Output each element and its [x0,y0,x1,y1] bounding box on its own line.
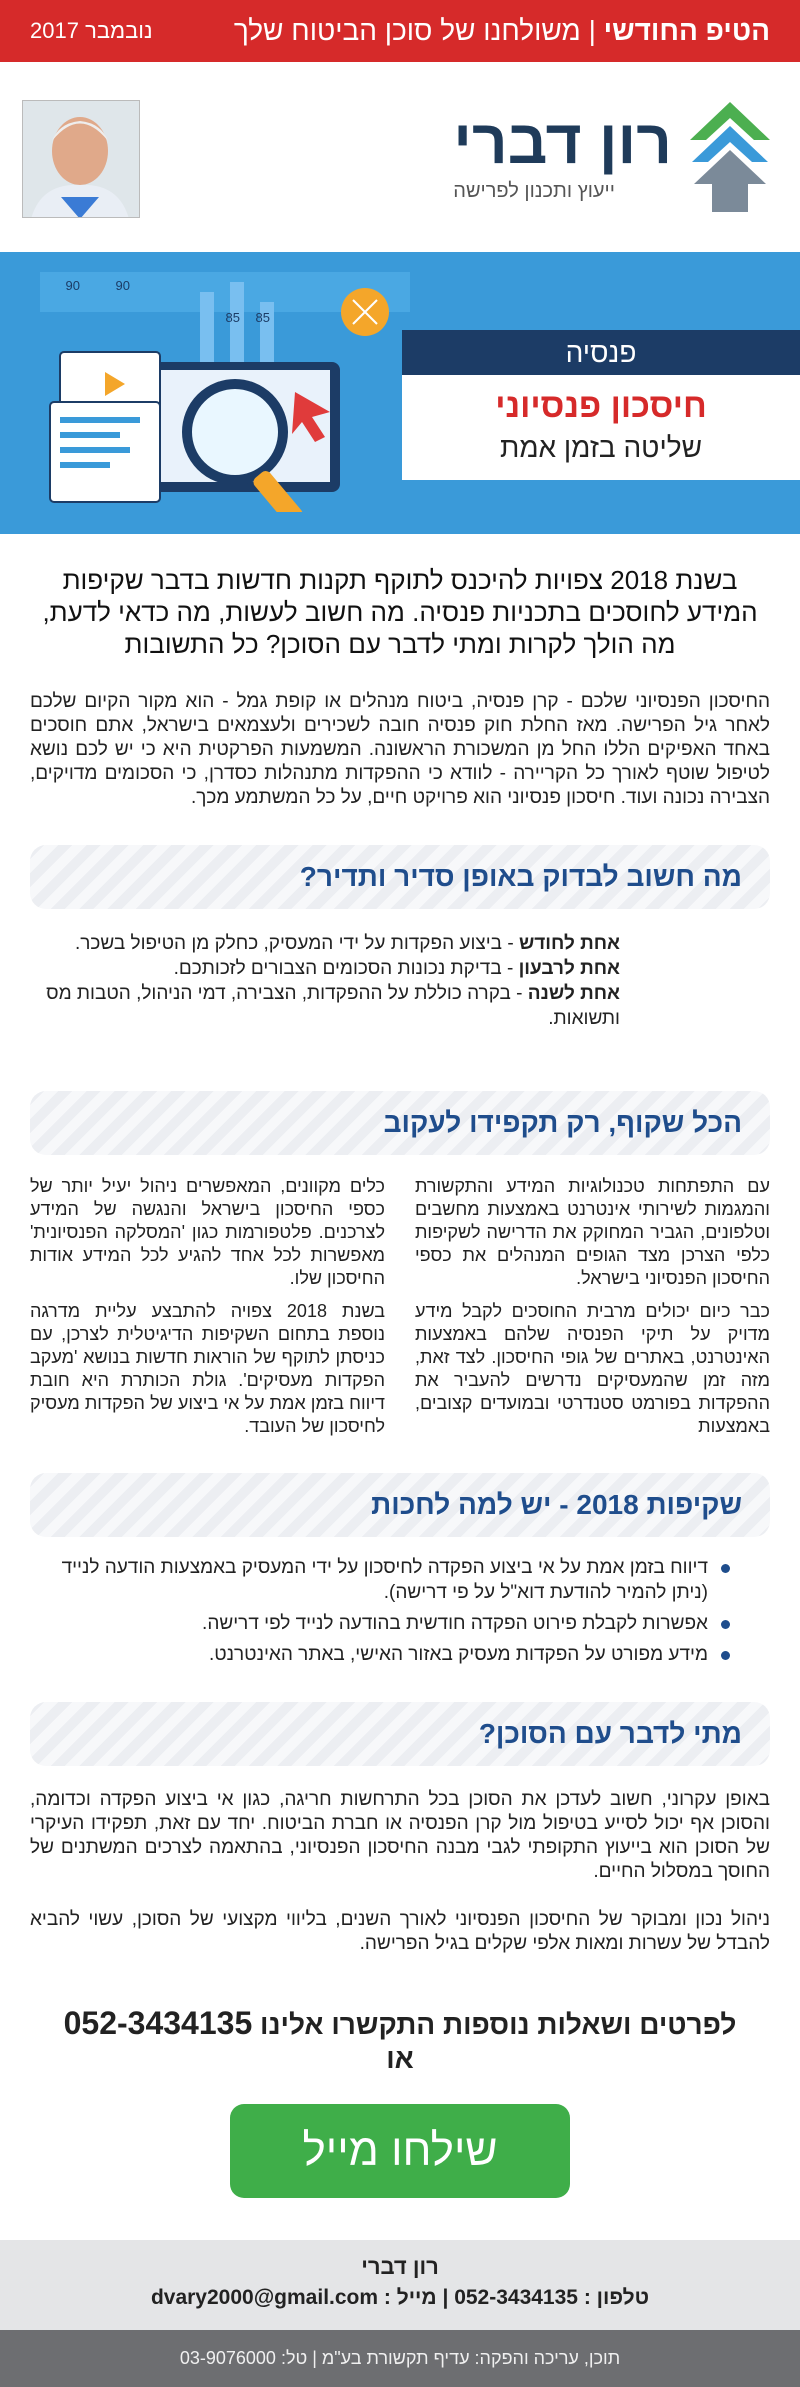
list-item: מידע מפורט על הפקדות מעסיק באזור האישי, באתר האינטרנט. [30,1642,730,1667]
check-description: - בדיקת נכונות הסכומים הצבורים לזכותכם. [173,958,519,979]
send-email-button[interactable]: שילחו מייל [230,2104,570,2198]
check-frequency: אחת לחודש [518,933,620,954]
issue-date: נובמבר 2017 [30,18,153,43]
cta-or: או [386,2043,414,2074]
check-frequency: אחת לשנה [527,983,620,1004]
check-row [30,956,620,981]
intro-lead: בשנת 2018 צפויות להיכנס לתוקף תקנות חדשות בדבר שקיפות המידע לחוסכים בתכניות פנסיה. מה חשוב לעשות, מה כדאי לדעת, מה הולך לקרות ומתי לדבר עם הסוכן? כל התשובות [42,565,758,659]
section-title: מתי לדבר עם הסוכן? [478,1718,742,1749]
opening-paragraph: החיסכון הפנסיוני שלכם - קרן פנסיה, ביטוח מנהלים או קופת גמל - הוא מקור הקיום שלכם לאחר גיל הפרישה. מאז החלת חוק פנסיה חובה לשכירים ולעצמאים בישראל, אתם חוסכים באחד האפיקים הללו החל מן המשכורת הראשונה. המשמעות הפרקטית היא כי יש לכם נושא לטיפול שוטף לאורך כל הקריירה - לוודא כי ההפקדות מתנהלות כסדרן, כי הסכומים מדויקים, הצבירה נכונה ועוד. חיסכון פנסיוני הוא פרויקט חיים, על כל המשתמע מכך. [30,691,770,808]
two-column-text [30,1175,770,1438]
column-left [30,1175,385,1438]
column-paragraph: בשנת 2018 צפויה להתבצע עליית מדרגה נוספת בתחום השקיפות הדיגיטלית לצרכן, עם כניסתן לתוקף של הוראות חדשות בנושא 'מעקב הפקדות מעסיקים'. גולת הכותרת היא חובת דיווח בזמן אמת על אי ביצוע של הפקדות מעסיק לחיסכון של העובד. [30,1301,385,1436]
section-title: מה חשוב לבדוק באופן סדיר ותדיר? [299,861,742,892]
section-header-transparency [30,1091,770,1155]
footer-name: רון דברי [361,2254,439,2279]
magnifier-illustration [30,272,410,512]
footer-credit: תוכן, עריכה והפקה: עדיף תקשורת בע"מ | טל: 03-9076000 [0,2330,800,2387]
brand-tagline: ייעוץ ותכנון לפרישה [453,179,615,202]
hero-category: פנסיה [402,330,800,375]
agent-photo [22,100,140,218]
footer-contact [0,2240,800,2330]
hero-banner [0,252,800,534]
features-list [30,1555,770,1667]
section-header-2018 [30,1473,770,1537]
column-right [415,1175,770,1438]
chart-number: 90 [65,278,80,293]
chart-number: 90 [115,278,130,293]
check-frequency: אחת לרבעון [518,958,620,979]
list-item: דיווח בזמן אמת על אי ביצוע הפקדה לחיסכון על ידי המעסיק באמצעות הודעה לנייד (ניתן להמיר להודעת דוא"ל על פי דרישה). [30,1555,730,1605]
brand-name: רון דברי [453,107,672,177]
check-schedule [30,931,770,1031]
agent-paragraph: ניהול נכון ומבוקר של החיסכון הפנסיוני לאורך השנים, בליווי מקצועי של הסוכן, עשוי להביא להבדל של עשרות ומאות אלפי שקלים בגיל הפרישה. [30,1909,770,1954]
chart-number: 85 [225,310,240,325]
list-item: אפשרות לקבלת פירוט הפקדה חודשית בהודעה לנייד לפי דרישה. [30,1611,730,1636]
top-banner [0,0,800,62]
section-header-agent [30,1702,770,1766]
check-description: - בקרה כוללת על ההפקדות, הצבירה, דמי הניהול, הטבות מס ותשואות. [46,983,620,1029]
footer-details: טלפון : 052-3434135 | מייל : dvary2000@gmail.com [150,2286,650,2309]
column-paragraph: כלים מקוונים, המאפשרים ניהול יעיל יותר של כספי החיסכון בישראל והנגשה של המידע לצרכנים. פלטפורמות כגון 'המסלקה הפנסיונית' מאפשרות לכל אחד להגיע לכל המידע אודות החיסכון שלו. [30,1176,385,1288]
section-title: הכל שקוף, רק תקפידו לעקוב [383,1107,742,1138]
section-title: שקיפות 2018 - יש למה לחכות [371,1489,742,1520]
newsletter-headline [234,15,770,47]
check-row [30,981,620,1031]
column-paragraph: כבר כיום יכולים מרבית החוסכים לקבל מידע מדויק על תיקי הפנסיה שלהם באמצעות האינטרנט, באתרים של גופי החיסכון. לצד זאת, מזה זמן שהמעסיקים נדרשים להעביר את ההפקדות בפורמט סטנדרטי ובמועדים קצובים, באמצעות [415,1301,770,1436]
column-paragraph: עם התפתחות טכנולוגיות המידע והתקשורת והמגמות לשירותי אינטרנט באמצעות מחשבים וטלפונים, הגביר המחוקק את הדרישה לשקיפות כלפי הצרכן מצד הגופים המנהלים את כספי החיסכון הפנסיוני בישראל. [415,1176,770,1288]
brand-logo [453,102,770,212]
arrow-logo-icon [690,102,770,212]
hero-title: חיסכון פנסיוני [495,387,707,425]
agent-paragraph: באופן עקרוני, חשוב לעדכן את הסוכן בכל התרחשות חריגה, כגון אי ביצוע הפקדה וכדומה, והסוכן אף יכול לסייע בטיפול מול קרן הפנסיה או חברת הביטוח. יחד עם זאת, תפקידו העיקרי של הסוכן הוא בייעוץ התקופתי לגבי מבנה החיסכון הפנסיוני, בהתאמה לצרכים המשתנים של החוסך במסלול החיים. [30,1789,770,1882]
phone-link[interactable]: 052-3434135 [63,2005,253,2041]
brand-header [0,62,800,252]
chart-number: 85 [255,310,270,325]
headline-bold: הטיפ החודשי [603,15,770,46]
hero-subtitle: שליטה בזמן אמת [499,432,703,463]
check-description: - ביצוע הפקדות על ידי המעסיק, כחלק מן הטיפול בשכר. [74,933,519,954]
hero-title-panel [402,330,800,480]
check-row [30,931,620,956]
headline-rest: | משולחנו של סוכן הביטוח שלך [233,15,604,46]
section-header-checks [30,845,770,909]
cta-text: לפרטים ושאלות נוספות התקשרו אלינו [260,2009,737,2040]
cta-line [30,2006,770,2042]
contact-cta [30,2006,770,2076]
article-content [0,564,800,2198]
